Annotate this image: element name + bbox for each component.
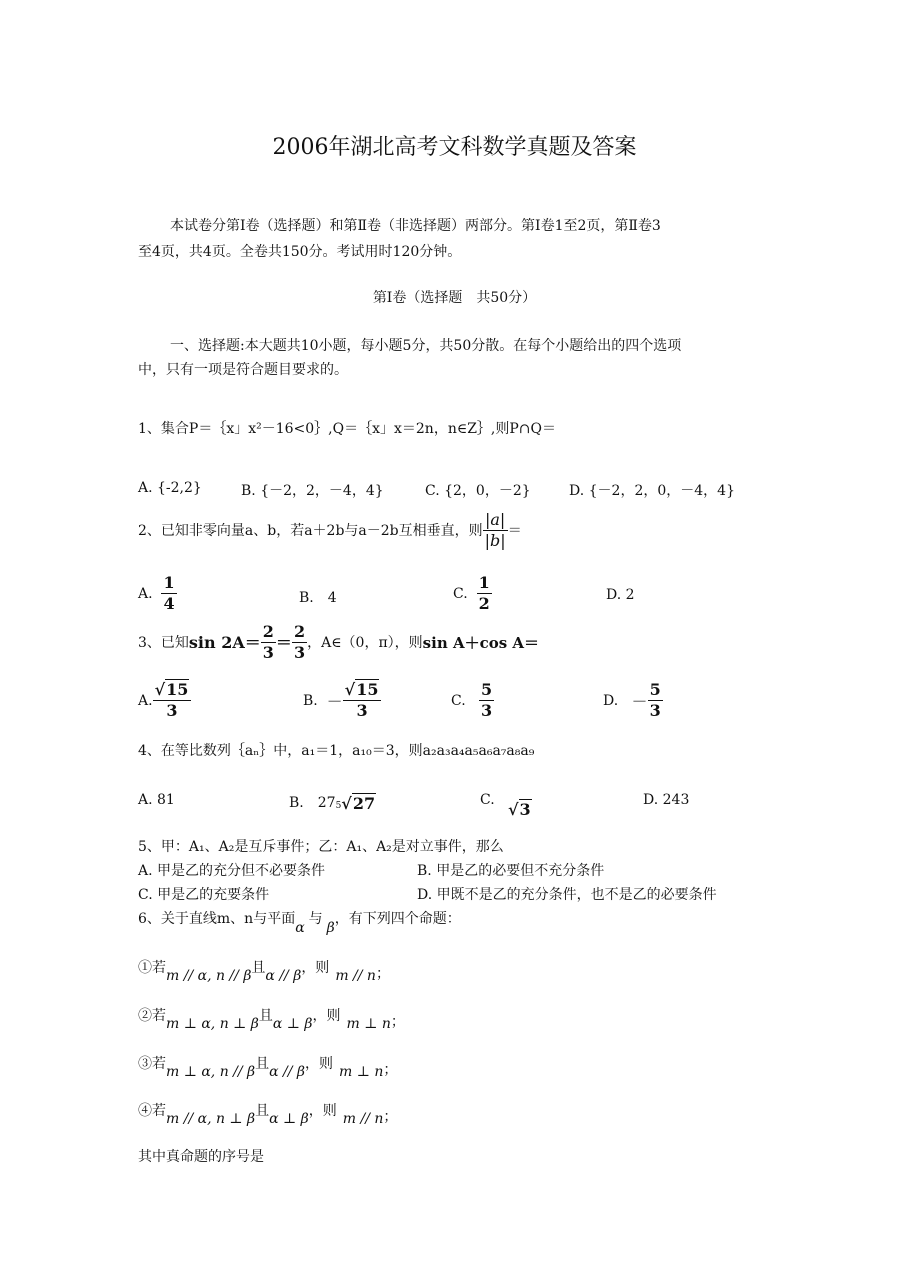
q4-option-c-root: √3: [508, 800, 531, 819]
q6-p1-lead: ①若: [138, 960, 166, 976]
q3-option-b-denominator: 3: [356, 701, 368, 720]
q4-option-b-radicand: 27: [352, 794, 376, 813]
instructions-line-1: 一、选择题:本大题共10小题，每小题5分，共50分散。在每个小题给出的四个选项: [170, 338, 682, 354]
q2-option-a: [138, 573, 177, 614]
q2-ratio-numerator: |a|: [483, 510, 508, 531]
q4-option-d: D. 243: [643, 792, 690, 808]
q3-fraction-2-denominator: 3: [293, 643, 306, 662]
q6-p3-relation: α // β: [269, 1064, 306, 1080]
q6-p3-condition: m ⊥ α, n // β: [166, 1064, 256, 1080]
q3-option-b-fraction: [343, 680, 382, 721]
q3-fraction-2: [292, 622, 307, 663]
q2-stem-text: 2、已知非零向量a、b，若a＋2b与a－2b互相垂直，则: [138, 522, 483, 539]
q6-p2-lead: ②若: [138, 1008, 166, 1024]
q6-alpha: α: [295, 920, 305, 936]
q3-option-a-fraction: [153, 680, 192, 721]
q4-option-a: A. 81: [138, 792, 175, 808]
q4-option-b-root: √27: [341, 794, 376, 813]
q3-option-c-numerator: 5: [481, 680, 493, 699]
q2-option-c: [453, 573, 492, 614]
q6-p3-qie: 且: [255, 1056, 270, 1072]
q5-option-c: C. 甲是乙的充要条件: [138, 887, 270, 903]
q4-option-c-label: C.: [480, 792, 495, 808]
q6-p1-end: ；: [375, 966, 390, 982]
q6-p4-result: m // n: [342, 1111, 384, 1127]
q6-p2-qie: 且: [258, 1008, 273, 1024]
q2-option-c-fraction: [477, 573, 492, 614]
q6-p4-lead: ④若: [138, 1103, 166, 1119]
q6-p3-end: ；: [383, 1062, 398, 1078]
q3-stem-pre: 3、已知: [138, 634, 189, 651]
q6-p4-then: ，则: [308, 1103, 337, 1119]
q3-option-a-radicand: 15: [166, 680, 189, 699]
q3-option-c: [451, 680, 494, 721]
q6-p2-then: ，则: [312, 1008, 341, 1024]
q5-option-b: B. 甲是乙的必要但不充分条件: [417, 863, 605, 879]
q3-option-b-sign: －: [326, 692, 343, 711]
q3-eq-1: ＝: [244, 632, 261, 652]
q1-option-b: B. {－2，2，－4，4}: [241, 483, 384, 499]
q4-option-b-index: 5: [335, 801, 342, 811]
q6-p4-qie: 且: [255, 1103, 270, 1119]
q3-option-c-label: C.: [451, 692, 466, 709]
q3-option-b-radicand: 15: [356, 680, 379, 699]
q3-option-a-label: A.: [138, 692, 153, 709]
q2-option-c-numerator: 1: [478, 573, 490, 592]
q3-option-c-fraction: [479, 680, 494, 721]
q6-p4-condition: m // α, n ⊥ β: [166, 1111, 256, 1127]
q2-option-a-label: A.: [138, 585, 153, 602]
q6-p1-relation: α // β: [265, 968, 302, 984]
q6-p3-then: ，则: [305, 1056, 334, 1072]
q3-expression: sin A＋cos A＝: [422, 633, 540, 652]
q6-p2-relation: α ⊥ β: [272, 1016, 313, 1032]
q6-p1-condition: m // α, n // β: [166, 968, 252, 984]
q3-option-d-fraction: [648, 680, 663, 721]
q6-p3-result: m ⊥ n: [339, 1064, 384, 1080]
q3-option-c-denominator: 3: [481, 701, 493, 720]
q3-eq-2: ＝: [275, 632, 292, 652]
q6-p4-end: ；: [383, 1109, 398, 1125]
q3-fraction-1: [261, 622, 276, 663]
q6-p2-end: ；: [390, 1014, 405, 1030]
q2-ratio-fraction: [483, 510, 508, 551]
q3-fraction-1-denominator: 3: [262, 643, 274, 662]
q1-option-d: D. {－2，2，0，－4，4}: [569, 483, 735, 499]
q6-p4-relation: α ⊥ β: [269, 1111, 309, 1127]
intro-line-2: 至4页，共4页。全卷共150分。考试用时120分钟。: [138, 244, 462, 260]
q6-p1-then: ，则: [301, 960, 330, 976]
q2-option-d: D. 2: [606, 587, 635, 603]
q1-option-c: C. {2，0，－2}: [425, 483, 531, 499]
q5-option-d: D. 甲既不是乙的充分条件，也不是乙的必要条件: [417, 887, 717, 903]
q6-p3-lead: ③若: [138, 1056, 166, 1072]
q3-option-b: [303, 680, 381, 721]
q2-stem-equals: ＝: [507, 522, 522, 539]
q6-p2-result: m ⊥ n: [346, 1016, 391, 1032]
q2-option-a-numerator: 1: [163, 573, 175, 592]
q3-fraction-2-numerator: 2: [293, 622, 306, 641]
q3-option-d-numerator: 5: [649, 680, 661, 699]
q2-option-b: B. 4: [299, 590, 337, 606]
q6-p1-qie: 且: [251, 960, 266, 976]
q6-with: 与: [308, 911, 323, 927]
q3-option-a-denominator: 3: [166, 701, 178, 720]
q6-p1-result: m // n: [335, 968, 376, 984]
section-title: 第Ⅰ卷（选择题 共50分）: [372, 290, 537, 306]
q6-proposition-3: [138, 1053, 397, 1080]
q3-option-b-label: B.: [303, 692, 318, 709]
q4-option-b-label: B. 27: [289, 795, 336, 811]
q3-stem-mid: ，A∈（0，π），则: [307, 634, 423, 651]
q6-proposition-4: [138, 1100, 397, 1127]
q6-stem: [138, 908, 461, 936]
q1-option-a: A. {-2,2}: [138, 480, 202, 496]
instructions-line-2: 中，只有一项是符合题目要求的。: [138, 362, 348, 378]
q4-stem: 4、在等比数列｛aₙ｝中，a₁＝1，a₁₀＝3，则a₂a₃a₄a₅a₆a₇a₈a₉: [138, 743, 535, 759]
q6-stem-pre: 6、关于直线m、n与平面: [138, 911, 296, 927]
q3-option-a-numerator: √15: [153, 680, 192, 701]
q3-sin2a: sin 2A: [188, 632, 245, 652]
q3-option-a: [138, 680, 191, 721]
q6-proposition-1: [138, 957, 390, 984]
q6-closing: 其中真命题的序号是: [138, 1149, 264, 1165]
q3-option-d-sign: －: [631, 692, 648, 711]
intro-line-1: 本试卷分第Ⅰ卷（选择题）和第Ⅱ卷（非选择题）两部分。第Ⅰ卷1至2页，第Ⅱ卷3: [170, 218, 661, 234]
q3-option-d-denominator: 3: [649, 701, 661, 720]
q4-option-b: [289, 792, 376, 813]
q4-option-c-radicand: 3: [519, 800, 531, 819]
q3-option-d: [603, 680, 663, 721]
q6-p2-condition: m ⊥ α, n ⊥ β: [166, 1016, 259, 1032]
q4-option-c: [480, 792, 532, 819]
q2-stem: [138, 510, 522, 551]
q2-option-a-denominator: 4: [163, 594, 175, 613]
q3-option-b-numerator: √15: [343, 680, 382, 701]
q2-ratio-denominator: |b|: [484, 531, 506, 550]
q6-proposition-2: [138, 1005, 405, 1032]
q2-option-a-fraction: [161, 573, 176, 614]
q3-fraction-1-numerator: 2: [262, 622, 274, 641]
q3-stem: [138, 622, 539, 663]
q6-stem-post: ，有下列四个命题：: [334, 911, 461, 927]
q1-stem: 1、集合P＝｛x」x²－16<0｝,Q＝｛x」x＝2n，n∈Z｝,则P∩Q＝: [138, 421, 557, 437]
q5-stem: 5、甲：A₁、A₂是互斥事件；乙：A₁、A₂是对立事件，那么: [138, 839, 504, 855]
q3-option-d-label: D.: [603, 692, 619, 709]
q6-beta: β: [326, 920, 335, 936]
q5-option-a: A. 甲是乙的充分但不必要条件: [138, 863, 326, 879]
q2-option-c-denominator: 2: [478, 594, 490, 613]
page-title: 2006年湖北高考文科数学真题及答案: [272, 135, 637, 160]
q2-option-c-label: C.: [453, 585, 468, 602]
